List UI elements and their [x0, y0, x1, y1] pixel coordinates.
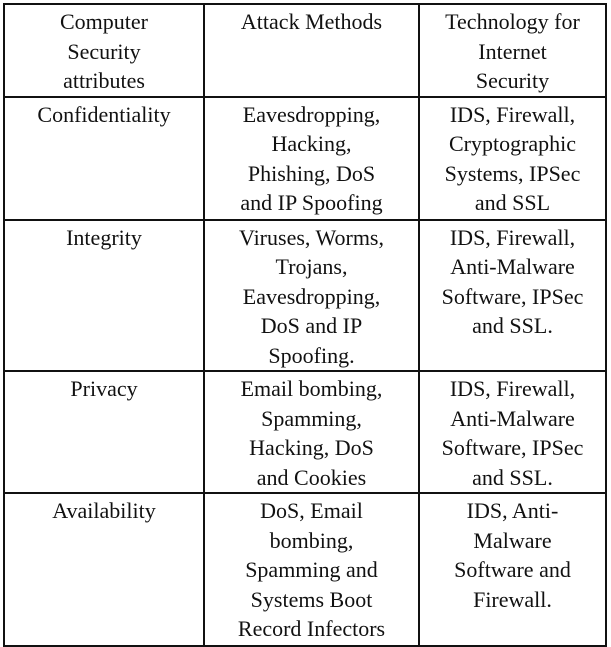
- header-row: [4, 4, 606, 97]
- header-cell-technology: [419, 4, 606, 97]
- attribute-text: Availability: [52, 498, 156, 523]
- attacks-cell: [204, 493, 419, 646]
- technology-text: IDS, Firewall, Anti-Malware Software, IPSec and SSL.: [441, 224, 584, 338]
- technology-cell: [419, 97, 606, 220]
- attribute-cell: [4, 493, 204, 646]
- attribute-text: Confidentiality: [37, 101, 171, 127]
- attacks-text: Eavesdropping, Hacking, Phishing, DoS and IP Spoofing: [240, 101, 383, 215]
- attacks-cell: [204, 97, 419, 220]
- attribute-cell: [4, 97, 204, 220]
- attacks-text: Email bombing, Spamming, Hacking, DoS and Cookies: [240, 376, 383, 490]
- technology-cell: [419, 493, 606, 646]
- security-table: [3, 3, 607, 647]
- technology-cell: [419, 220, 606, 372]
- attacks-cell: [204, 220, 419, 372]
- table-row-integrity: [4, 220, 606, 372]
- table-row-availability: [4, 493, 606, 646]
- header-attacks-text: Attack Methods: [240, 9, 383, 34]
- header-cell-attributes: [4, 4, 204, 97]
- attribute-text: Privacy: [70, 376, 138, 401]
- technology-text: IDS, Firewall, Cryptographic Systems, IPSec and SSL: [444, 101, 581, 215]
- technology-text: IDS, Firewall, Anti-Malware Software, IPSec and SSL.: [441, 376, 584, 490]
- attribute-cell: [4, 220, 204, 372]
- table-row-confidentiality: [4, 97, 606, 220]
- header-technology-text: Technology for Internet Security: [445, 9, 580, 93]
- attacks-text: Viruses, Worms, Trojans, Eavesdropping, DoS and IP Spoofing.: [239, 224, 384, 368]
- attacks-text: DoS, Email bombing, Spamming and Systems Boot Record Infectors: [237, 498, 386, 641]
- table-row-privacy: [4, 371, 606, 493]
- header-cell-attacks: [204, 4, 419, 97]
- technology-text: IDS, Anti- Malware Software and Firewall.: [454, 498, 571, 612]
- attribute-text: Integrity: [66, 224, 142, 250]
- attacks-cell: [204, 371, 419, 493]
- attribute-cell: [4, 371, 204, 493]
- header-attributes-text: Computer Security attributes: [60, 9, 148, 93]
- technology-cell: [419, 371, 606, 493]
